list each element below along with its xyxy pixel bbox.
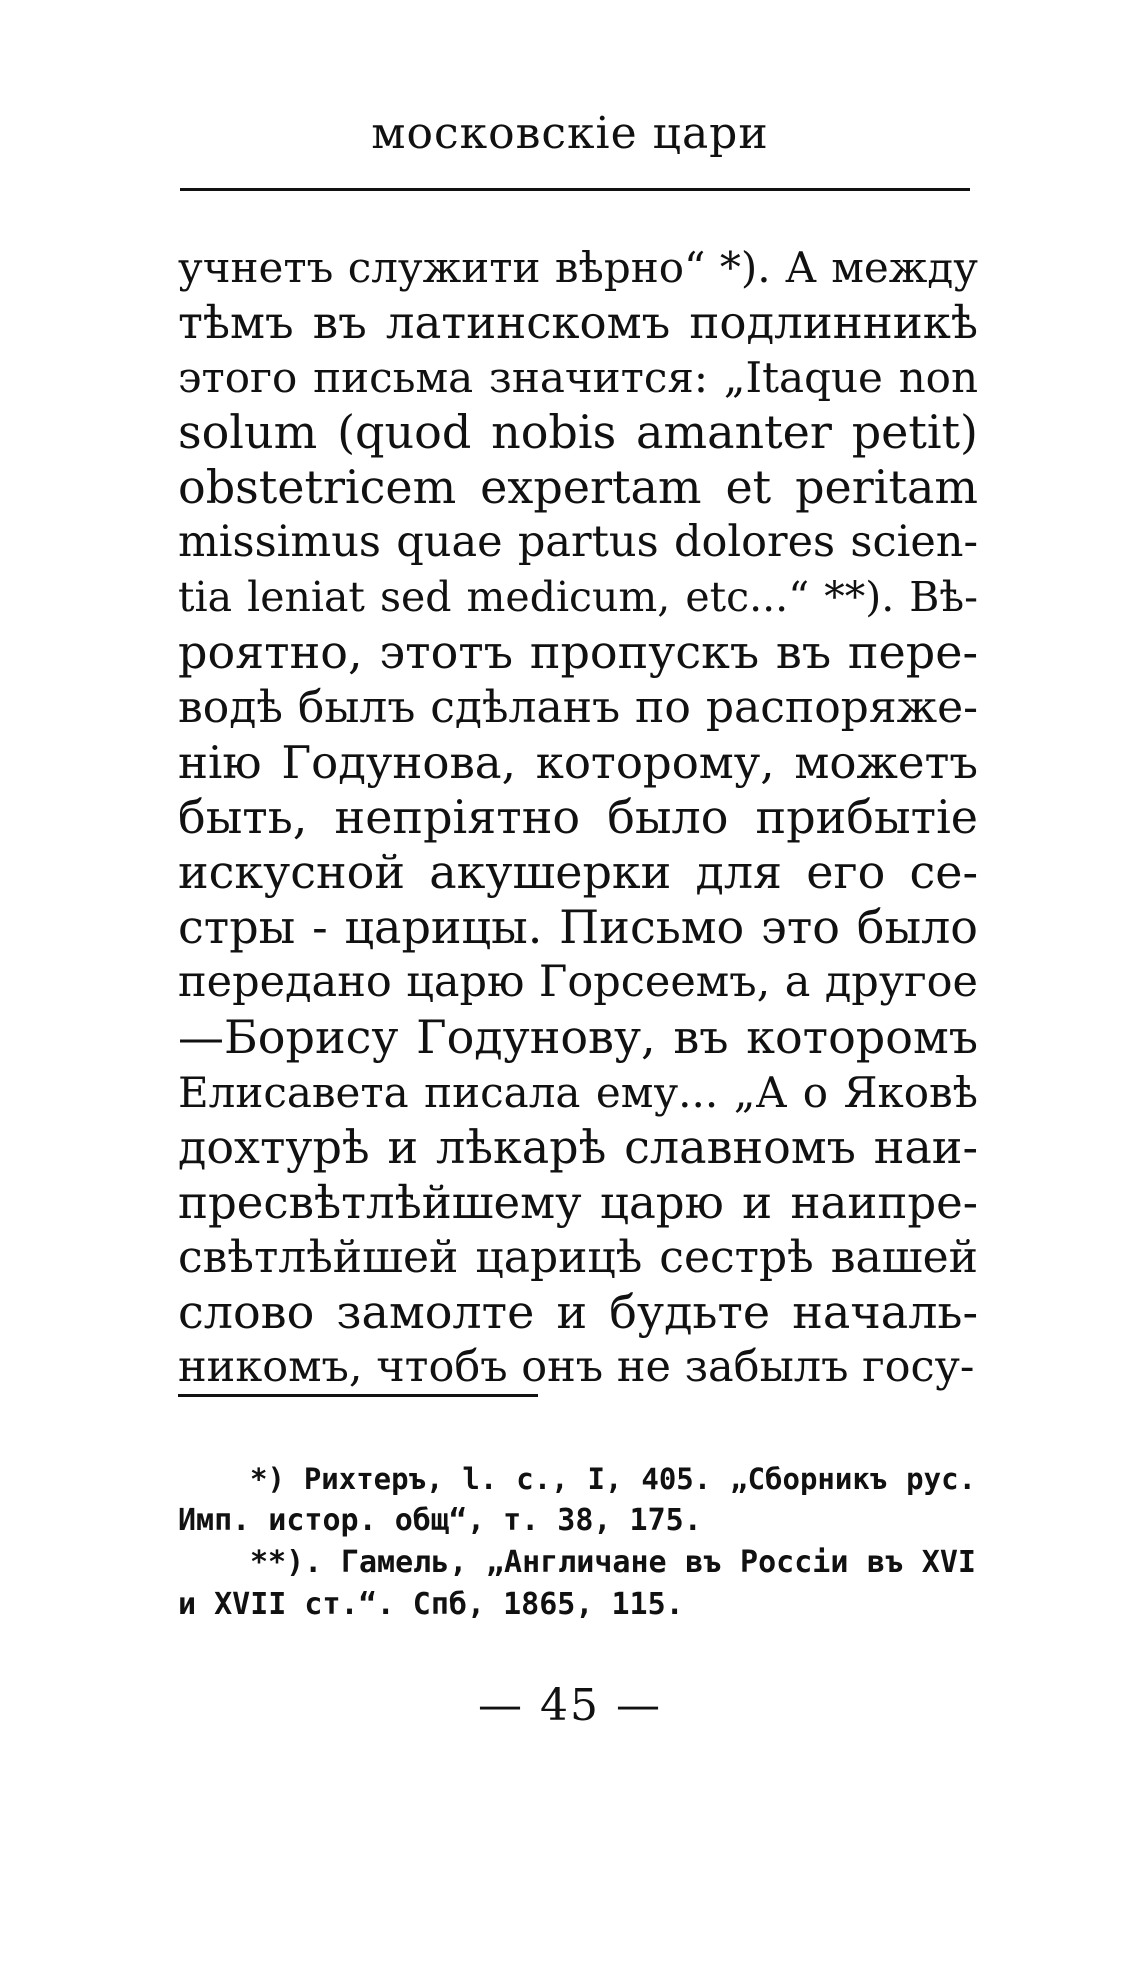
running-header: московскіе цари xyxy=(371,108,769,159)
footnote-line: *) Рихтеръ, l. c., I, 405. „Сборникъ рус. xyxy=(250,1462,976,1496)
text-line: solum (quod nobis amanter petit) xyxy=(178,405,978,459)
text-line: стры - царицы. Письмо это было xyxy=(178,900,978,954)
text-line: слово замолте и будьте началь- xyxy=(178,1285,978,1339)
footnote-line: **). Гамель, „Англичане въ Россіи въ XVI xyxy=(250,1545,976,1580)
text-line: тѣмъ въ латинскомъ подлинникѣ xyxy=(178,296,978,349)
text-line: этого письма значится: „Itaque non xyxy=(178,353,978,402)
text-line: дохтурѣ и лѣкарѣ славномъ наи- xyxy=(178,1120,978,1174)
main-text xyxy=(178,240,978,1395)
footnote-rule xyxy=(178,1394,538,1397)
text-line: искусной акушерки для его се- xyxy=(178,845,978,899)
footnotes xyxy=(178,1458,976,1626)
text-line: missimus quae partus dolores scien- xyxy=(178,517,978,567)
text-line: tia leniat sed medicum, etc...“ **). Вѣ- xyxy=(178,573,978,621)
footnote-line: Имп. истор. общ“, т. 38, 175. xyxy=(178,1503,702,1538)
text-line: Елисавета писала ему... „А о Яковѣ xyxy=(178,1068,978,1117)
text-line: нію Годунова, которому, можетъ xyxy=(178,736,978,789)
text-line: свѣтлѣйшей царицѣ сестрѣ вашей xyxy=(178,1232,978,1283)
text-line: учнетъ служити вѣрно“ *). А между xyxy=(178,243,978,292)
footnote-line: и XVII ст.“. Спб, 1865, 115. xyxy=(178,1587,684,1622)
text-line: пресвѣтлѣйшему царю и наипре- xyxy=(178,1176,978,1229)
text-line: —Борису Годунову, въ которомъ xyxy=(178,1010,978,1064)
header-rule xyxy=(180,188,970,191)
text-line: передано царю Горсеемъ, а другое xyxy=(178,957,978,1007)
page-number: — 45 — xyxy=(478,1680,662,1731)
text-line: никомъ, чтобъ онъ не забылъ госу- xyxy=(178,1342,975,1392)
text-line: obstetricem expertam et peritam xyxy=(178,460,978,514)
text-line: водѣ былъ сдѣланъ по распоряже- xyxy=(178,682,978,733)
text-line: роятно, этотъ пропускъ въ пере- xyxy=(178,625,978,679)
text-line: быть, непріятно было прибытіе xyxy=(178,790,978,844)
